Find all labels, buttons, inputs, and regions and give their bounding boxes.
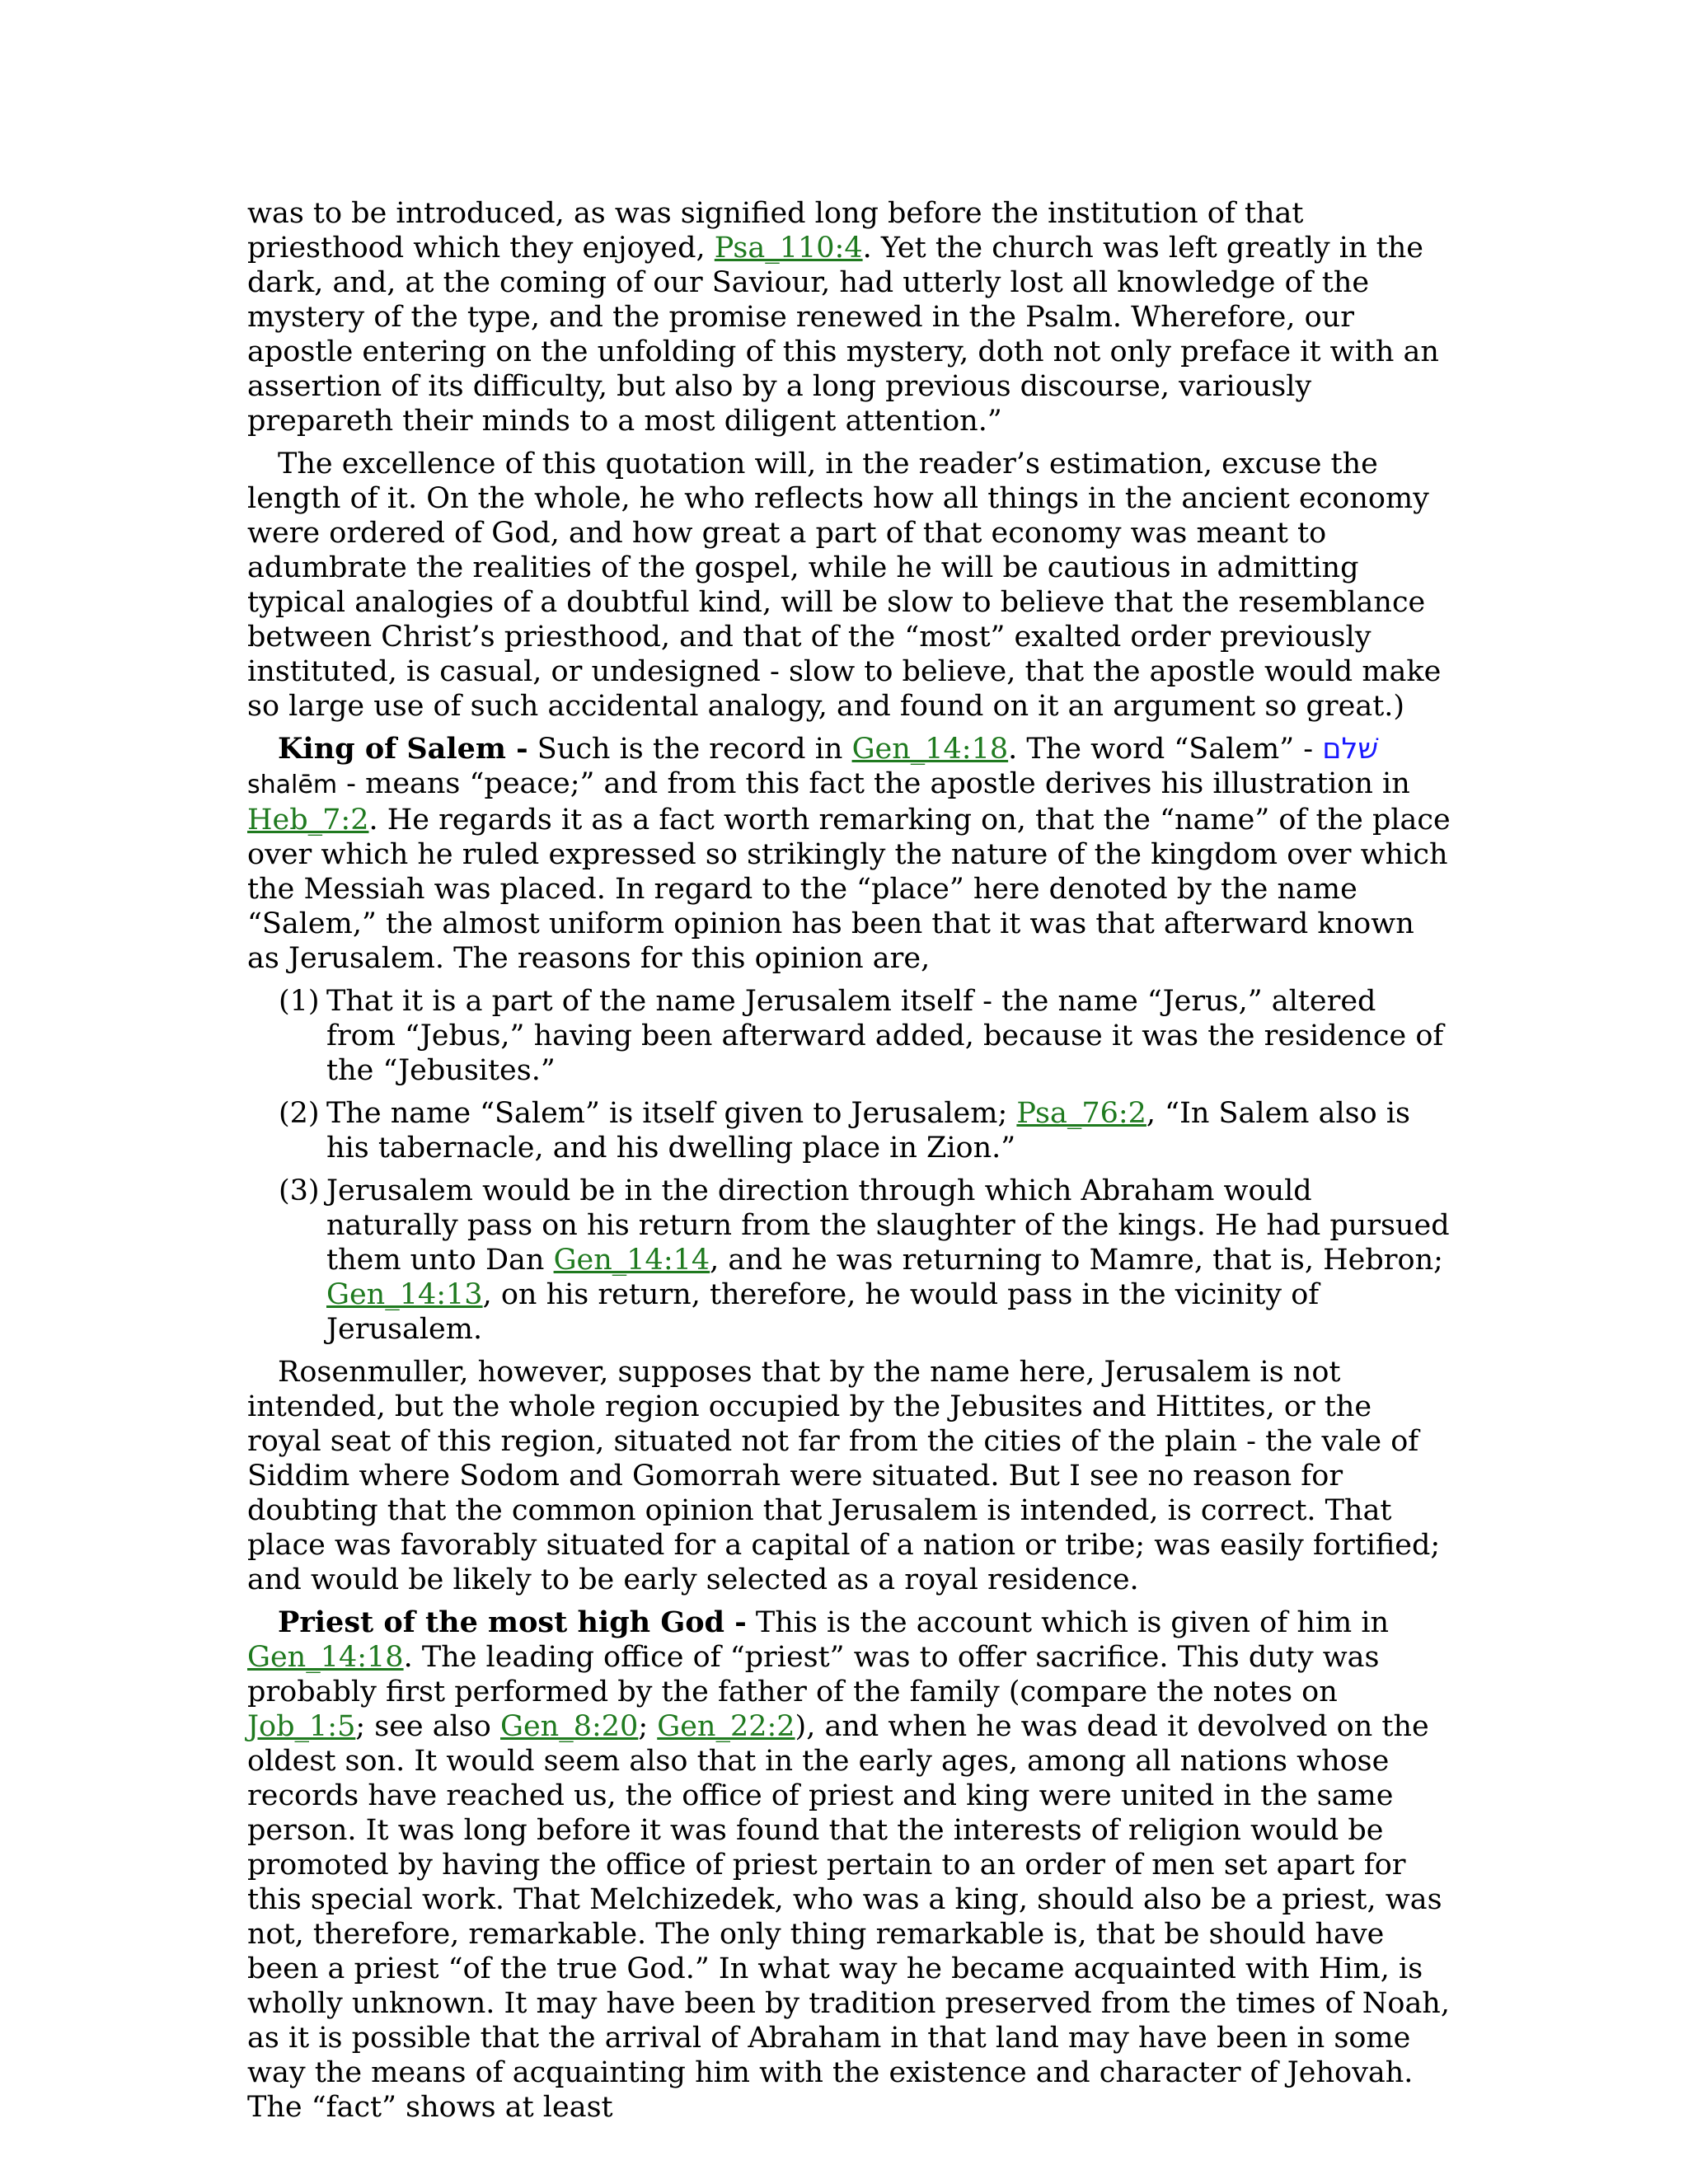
ref-gen-8-20[interactable]: Gen_8:20 <box>500 1710 639 1743</box>
heading-priest-of-most-high-god: Priest of the most high God - <box>278 1605 747 1639</box>
ref-job-1-5[interactable]: Job_1:5 <box>247 1710 356 1743</box>
heading-king-of-salem: King of Salem - <box>278 732 528 766</box>
ref-gen-14-18[interactable]: Gen_14:18 <box>851 733 1009 766</box>
ref-gen-14-13[interactable]: Gen_14:13 <box>326 1278 483 1311</box>
hebrew-word-shalem: שׁלם <box>1322 733 1379 766</box>
list-item: (3) Jerusalem would be in the direction through which Abraham would naturally pass on his return from the slaughter of the kings. He had pursued them unto Dan Gen_14:14, and he was returning to Mamre, that is, Hebron; Gen_14:13, on his return, therefore, he would pass in the vicinity of Jerusalem. <box>279 1174 1450 1346</box>
ref-gen-14-18-b[interactable]: Gen_14:18 <box>247 1641 404 1674</box>
paragraph-rosenmuller: Rosenmuller, however, supposes that by the name here, Jerusalem is not intended, but the whole region occupied by the Jebusites and Hittites, or the royal seat of this region, situated not far from the cities of the plain - the vale of Siddim where Sodom and Gomorrah were situated. But I see no reason for doubting that the common opinion that Jerusalem is intended, is correct. That place was favorably situated for a capital of a nation or tribe; was easily fortified; and would be likely to be early selected as a royal residence. <box>247 1356 1441 1596</box>
paragraph-quotation-end: was to be introduced, as was signified long before the institution of that priesthood which they enjoyed, Psa_110:4. Yet the church was left greatly in the dark, and, at the coming of our Saviour, had utterly lost all knowledge of the mystery of the type, and the promise renewed in the Psalm. Wherefore, our apostle entering on the unfolding of this mystery, doth not only preface it with an assertion of its difficulty, but also by a long previous discourse, variously prepareth their minds to a most diligent attention.” <box>247 197 1439 438</box>
transliteration-shalem: shalēm <box>247 771 338 799</box>
ref-gen-22-2[interactable]: Gen_22:2 <box>657 1710 795 1743</box>
ref-psa-76-2[interactable]: Psa_76:2 <box>1016 1097 1146 1130</box>
ref-psa-110-4[interactable]: Psa_110:4 <box>714 232 863 265</box>
ref-gen-14-14[interactable]: Gen_14:14 <box>553 1244 710 1277</box>
paragraph-priest-of-most-high-god: Priest of the most high God - This is the account which is given of him in Gen_14:18. The leading office of “priest” was to offer sacrifice. This duty was probably first performed by the father of the family (compare the notes on Job_1:5; see also Gen_8:20; Gen_22:2), and when he was dead it devolved on the oldest son. It would seem also that in the early ages, among all nations whose records have reached us, the office of priest and king were united in the same person. It was long before it was found that the interests of religion would be promoted by having the office of priest pertain to an order of men set apart for this special work. That Melchizedek, who was a king, should also be a priest, was not, therefore, remarkable. The only thing remarkable is, that be should have been a priest “of the true God.” In what way he became acquainted with Him, is wholly unknown. It may have been by tradition preserved from the times of Noah, as it is possible that the arrival of Abraham in that land may have been in some way the means of acquainting him with the existence and character of Jehovah. The “fact” shows at least <box>247 1605 1450 2124</box>
paragraph-excellence: The excellence of this quotation will, in the reader’s estimation, excuse the length of it. On the whole, he who reflects how all things in the ancient economy were ordered of God, and how great a part of that economy was meant to adumbrate the realities of the gospel, while he will be cautious in admitting typical analogies of a doubtful kind, will be slow to believe that the resemblance between Christ’s priesthood, and that of the “most” exalted order previously instituted, is casual, or undesigned - slow to believe, that the apostle would make so large use of such accidental analogy, and found on it an argument so great.) <box>247 448 1442 723</box>
list-item: (2) The name “Salem” is itself given to Jerusalem; Psa_76:2, “In Salem also is his tabernacle, and his dwelling place in Zion.” <box>279 1097 1410 1165</box>
list-item: (1) That it is a part of the name Jerusalem itself - the name “Jerus,” altered from “Jebus,” having been afterward added, because it was the residence of the “Jebusites.” <box>279 985 1444 1087</box>
ref-heb-7-2[interactable]: Heb_7:2 <box>247 804 369 837</box>
paragraph-king-of-salem: King of Salem - Such is the record in Gen_14:18. The word “Salem” - שׁלם shalēm - means “peace;” and from this fact the apostle derives his illustration in Heb_7:2. He regards it as a fact worth remarking on, that the “name” of the place over which he ruled expressed so strikingly the nature of the kingdom over which the Messiah was placed. In regard to the “place” here denoted by the name “Salem,” the almost uniform opinion has been that it was that afterward known as Jerusalem. The reasons for this opinion are, <box>247 732 1451 975</box>
reasons-list <box>247 984 1451 1347</box>
commentary-page <box>247 196 1451 2125</box>
